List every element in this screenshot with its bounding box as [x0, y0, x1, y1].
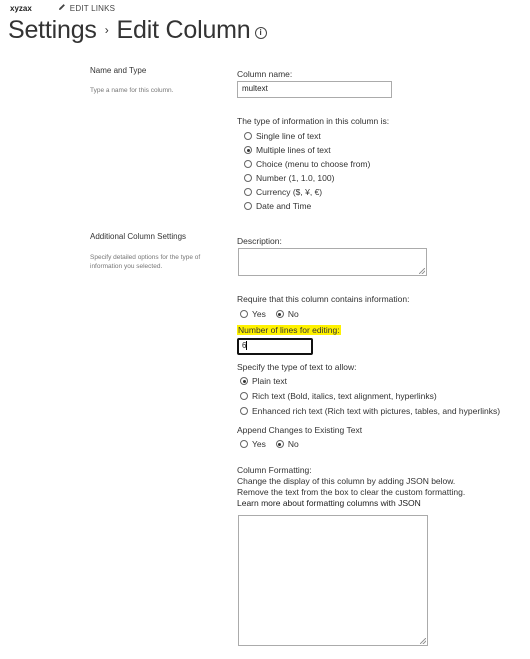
radio-rich-text[interactable]: Rich text (Bold, italics, text alignment, hyperlinks): [240, 389, 500, 403]
site-name[interactable]: xyzax: [10, 3, 32, 13]
radio-button[interactable]: [244, 132, 252, 140]
breadcrumb-separator: ›: [104, 23, 109, 37]
column-formatting-label: Column Formatting:: [237, 465, 312, 475]
append-changes-radio-group: [240, 437, 309, 451]
append-changes-label: Append Changes to Existing Text: [237, 425, 363, 435]
page-title: [8, 16, 267, 45]
radio-button[interactable]: [276, 440, 284, 448]
lines-value: 6: [242, 341, 247, 350]
column-formatting-textarea[interactable]: [238, 515, 428, 646]
radio-enhanced-rich-text[interactable]: Enhanced rich text (Rich text with pictures, tables, and hyperlinks): [240, 404, 500, 418]
require-info-radio-group: [240, 307, 309, 321]
lines-for-editing-input[interactable]: [237, 338, 313, 355]
formatting-json-link[interactable]: Learn more about formatting columns with JSON: [237, 498, 421, 508]
text-caret: [246, 341, 247, 350]
breadcrumb-edit-column: Edit Column: [116, 16, 251, 44]
name-type-section-title: Name and Type: [90, 66, 147, 75]
column-name-label: Column name:: [237, 69, 293, 79]
text-type-radio-group: [240, 374, 500, 418]
require-info-label: Require that this column contains information:: [237, 294, 410, 304]
top-bar: [10, 3, 115, 13]
column-formatting-block: [237, 465, 465, 509]
radio-choice[interactable]: Choice (menu to choose from): [244, 157, 370, 171]
radio-require-yes[interactable]: Yes: [240, 307, 266, 321]
radio-button[interactable]: [244, 202, 252, 210]
column-formatting-line1: Change the display of this column by adding JSON below.: [237, 476, 456, 486]
info-type-label: The type of information in this column is:: [237, 116, 390, 126]
radio-append-no[interactable]: No: [276, 437, 299, 451]
radio-button[interactable]: [244, 188, 252, 196]
radio-button[interactable]: [240, 377, 248, 385]
radio-append-yes[interactable]: Yes: [240, 437, 266, 451]
additional-section-title: Additional Column Settings: [90, 232, 187, 241]
radio-date-time[interactable]: Date and Time: [244, 199, 370, 213]
description-label: Description:: [237, 236, 282, 246]
lines-for-editing-label: [237, 325, 341, 335]
radio-plain-text[interactable]: Plain text: [240, 374, 500, 388]
radio-button[interactable]: [244, 160, 252, 168]
radio-button[interactable]: [244, 174, 252, 182]
resize-grip-icon[interactable]: [419, 268, 425, 274]
name-type-section-description: Type a name for this column.: [90, 87, 174, 94]
radio-require-no[interactable]: No: [276, 307, 299, 321]
breadcrumb-settings[interactable]: Settings: [8, 16, 97, 44]
column-name-input[interactable]: multext: [237, 81, 392, 98]
resize-grip-icon[interactable]: [420, 638, 426, 644]
info-type-radio-group: [244, 129, 370, 213]
edit-links-label: EDIT LINKS: [69, 3, 116, 13]
radio-single-line[interactable]: Single line of text: [244, 129, 370, 143]
radio-button[interactable]: [240, 407, 248, 415]
radio-currency[interactable]: Currency ($, ¥, €): [244, 185, 370, 199]
radio-multiple-lines[interactable]: Multiple lines of text: [244, 143, 370, 157]
radio-button[interactable]: [244, 146, 252, 154]
radio-button[interactable]: [276, 310, 284, 318]
edit-links-button[interactable]: [58, 3, 115, 13]
radio-button[interactable]: [240, 310, 248, 318]
radio-number[interactable]: Number (1, 1.0, 100): [244, 171, 370, 185]
highlighted-label: Number of lines for editing:: [238, 325, 340, 335]
additional-section-description: Specify detailed options for the type of information you selected.: [90, 254, 201, 270]
text-type-label: Specify the type of text to allow:: [237, 362, 357, 372]
column-formatting-line2: Remove the text from the box to clear the custom formatting.: [237, 487, 466, 497]
radio-button[interactable]: [240, 392, 248, 400]
description-textarea[interactable]: [238, 248, 427, 276]
info-icon[interactable]: i: [255, 27, 267, 39]
pencil-icon: [58, 3, 66, 13]
radio-button[interactable]: [240, 440, 248, 448]
